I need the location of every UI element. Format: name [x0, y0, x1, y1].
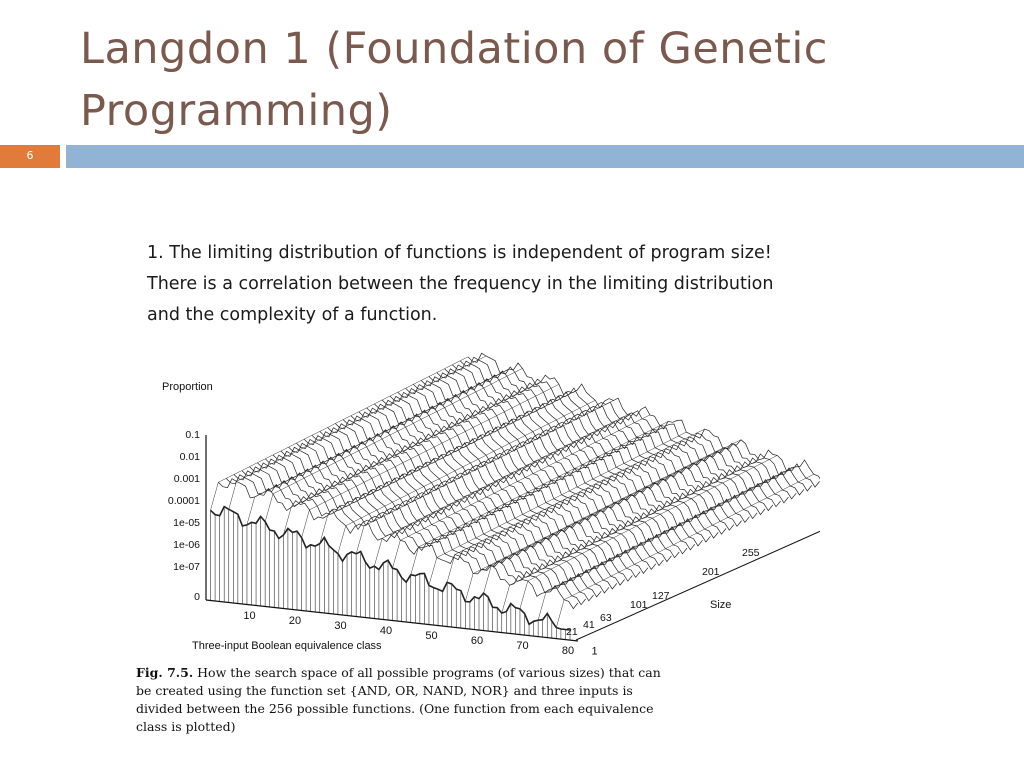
surface-depth-line	[265, 368, 522, 521]
y-tick-label: 0.001	[173, 473, 200, 485]
z-axis-label: Size	[710, 599, 732, 611]
y-tick-label: 0	[194, 591, 200, 603]
caption-label: Fig. 7.5.	[136, 665, 194, 680]
x-tick-label: 50	[425, 630, 438, 642]
slide-number: 6	[26, 149, 34, 162]
figure-caption	[136, 664, 816, 736]
slide-number-badge	[0, 145, 60, 168]
y-tick-label: 1e-06	[173, 539, 200, 551]
y-tick-label: 0.0001	[167, 495, 200, 507]
y-axis-label: Proportion	[162, 381, 213, 393]
x-axis-label: Three-input Boolean equivalence class	[192, 640, 382, 652]
surface-depth-line	[502, 460, 759, 613]
z-tick-label: 21	[566, 626, 578, 638]
y-tick-labels	[168, 429, 200, 603]
z-tick-label: 201	[702, 566, 720, 578]
surface-depth-line	[465, 448, 723, 601]
header-bar	[66, 145, 1024, 168]
body-line-2: There is a correlation between the frequency in the limiting distribution	[147, 274, 774, 294]
surface-depth-line	[247, 372, 504, 525]
x-tick-label: 70	[516, 640, 529, 652]
surface-depth-line	[211, 357, 468, 510]
x-tick-label: 60	[470, 635, 484, 647]
z-axis-line	[576, 499, 820, 640]
surface-depth-line	[393, 415, 650, 568]
y-tick-label: 0.1	[185, 429, 200, 441]
caption-text: How the search space of all possible programs (of various sizes) that can be created using the function set {AND, OR, NAND, NOR} and three inputs is divided between the 256 possible functions. (One function from each equivalence class is plotted)	[136, 665, 661, 734]
x-tick-label: 40	[379, 625, 393, 637]
surface-depth-line	[356, 401, 613, 554]
body-line-3: and the complexity of a function.	[147, 305, 438, 325]
surface-mesh	[211, 353, 821, 640]
z-tick-label: 255	[742, 547, 760, 559]
surface-plot	[140, 345, 820, 665]
surface-depth-line	[320, 390, 577, 543]
z-tick-label: 127	[652, 590, 670, 602]
z-tick-label: 41	[583, 619, 595, 631]
body-line-1: 1. The limiting distribution of functions is independent of program size!	[147, 243, 772, 263]
z-tick-label: 63	[600, 612, 612, 624]
x-tick-label: 20	[288, 615, 302, 627]
slide-title: Langdon 1 (Foundation of Genetic Programming)	[80, 24, 828, 136]
surface-depth-line	[338, 400, 595, 553]
x-tick-label: 80	[561, 645, 575, 657]
x-tick-label: 30	[334, 620, 347, 632]
slide-body	[147, 238, 887, 331]
surface-depth-line	[302, 384, 559, 537]
x-tick-label: 1	[591, 645, 598, 658]
y-tick-label: 0.01	[179, 451, 200, 463]
z-tick-label: 101	[630, 599, 648, 611]
y-tick-label: 1e-05	[173, 517, 200, 529]
x-tick-label: 10	[243, 610, 256, 622]
y-tick-label: 1e-07	[173, 561, 200, 573]
